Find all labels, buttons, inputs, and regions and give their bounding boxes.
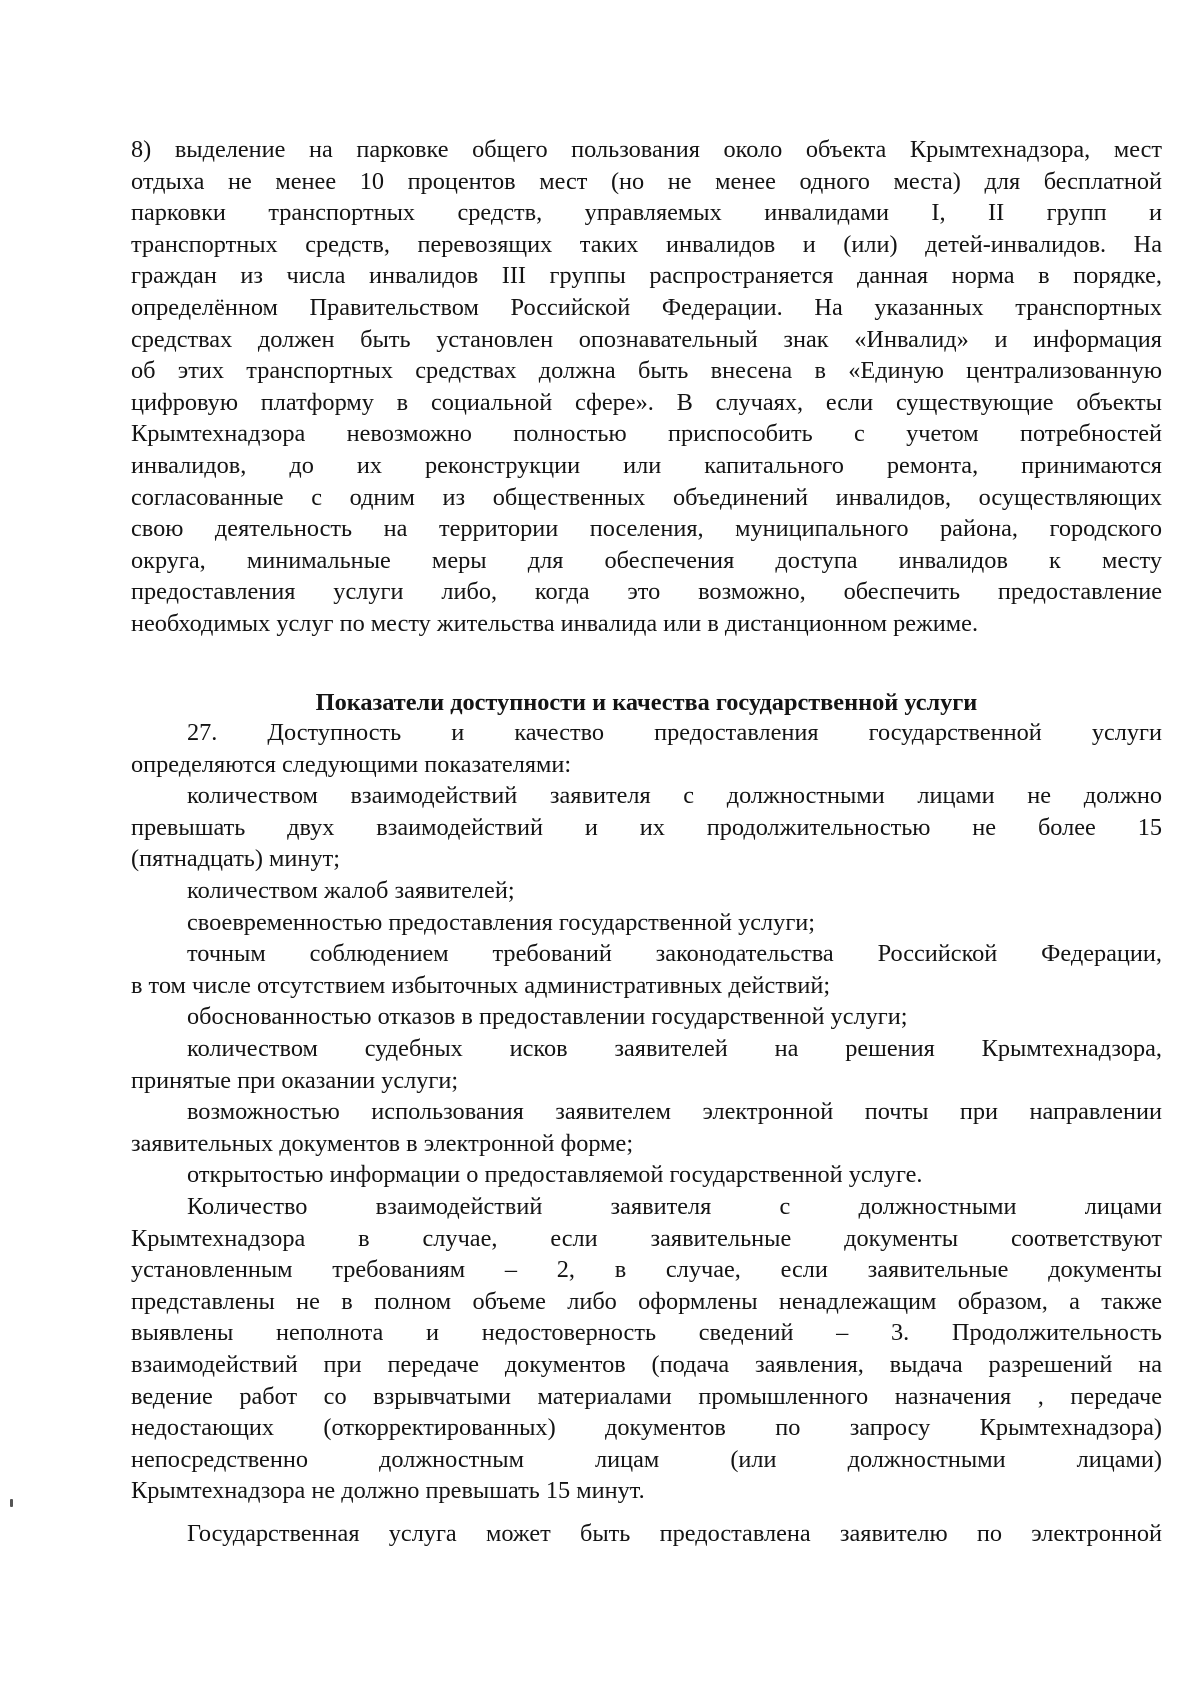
indicator-line: в том числе отсутствием избыточных административных действий; — [131, 971, 831, 999]
text-line: необходимых услуг по месту жительства инвалида или в дистанционном режиме. — [131, 609, 979, 637]
indicator-line: заявительных документов в электронной форме; — [131, 1129, 634, 1157]
section-27-intro-line: 27. Доступность и качество предоставления государственной услуги — [187, 719, 1162, 746]
text-line: 8) выделение на парковке общего пользования около объекта Крымтехнадзора, мест — [131, 136, 1162, 163]
text-line: цифровую платформу в социальной сфере». В случаях, если существующие объекты — [131, 388, 1162, 416]
text-line: ведение работ со взрывчатыми материалами промышленного назначения , передаче — [131, 1382, 1162, 1410]
text-line: представлены не в полном объеме либо оформлены ненадлежащим образом, а также — [131, 1287, 1162, 1315]
text-line: свою деятельность на территории поселения, муниципального района, городского — [131, 515, 1162, 543]
indicator-line: точным соблюдением требований законодательства Российской Федерации, — [187, 940, 1162, 968]
section-27 — [131, 717, 1162, 1191]
scan-speck — [10, 1499, 13, 1507]
paragraph-final — [131, 1518, 1162, 1550]
text-line: Крымтехнадзора в случае, если заявительные документы соответствуют — [131, 1224, 1162, 1252]
text-line: предоставления услуги либо, когда это возможно, обеспечить предоставление — [131, 578, 1162, 606]
text-line: выявлены неполнота и недостоверность сведений – 3. Продолжительность — [131, 1319, 1162, 1347]
indicator-line: возможностью использования заявителем электронной почты при направлении — [187, 1098, 1162, 1126]
text-line: установленным требованиям – 2, в случае, если заявительные документы — [131, 1256, 1162, 1284]
text-line: Крымтехнадзора невозможно полностью приспособить с учетом потребностей — [131, 420, 1162, 448]
indicator-line: количеством жалоб заявителей; — [187, 876, 515, 904]
text-line: парковки транспортных средств, управляемых инвалидами I, II групп и — [131, 199, 1162, 227]
text-line: граждан из числа инвалидов III группы распространяется данная норма в порядке, — [131, 262, 1162, 290]
indicator-line: принятые при оказании услуги; — [131, 1066, 459, 1094]
text-line: определённом Правительством Российской Федерации. На указанных транспортных — [131, 293, 1162, 321]
text-line: недостающих (откорректированных) документов по запросу Крымтехнадзора) — [131, 1414, 1162, 1442]
indicator-line: (пятнадцать) минут; — [131, 845, 340, 873]
text-line: инвалидов, до их реконструкции или капитального ремонта, принимаются — [131, 451, 1162, 479]
text-line: отдыха не менее 10 процентов мест (но не менее одного места) для бесплатной — [131, 167, 1162, 195]
indicator-line: количеством взаимодействий заявителя с должностными лицами не должно — [187, 782, 1162, 810]
text-line: Количество взаимодействий заявителя с должностными лицами — [187, 1193, 1162, 1220]
indicator-line: превышать двух взаимодействий и их продолжительностью не более 15 — [131, 813, 1162, 841]
section-27-intro-line: определяются следующими показателями: — [131, 750, 572, 778]
text-line: взаимодействий при передаче документов (подача заявления, выдача разрешений на — [131, 1350, 1162, 1378]
text-line: Государственная услуга может быть предоставлена заявителю по электронной — [187, 1520, 1162, 1547]
paragraph-interactions — [131, 1191, 1162, 1507]
indicator-line: количеством судебных исков заявителей на решения Крымтехнадзора, — [187, 1034, 1162, 1062]
section-heading: Показатели доступности и качества государственной услуги — [315, 689, 978, 716]
text-line: транспортных средств, перевозящих таких инвалидов и (или) детей-инвалидов. На — [131, 230, 1162, 258]
text-line: согласованные с одним из общественных объединений инвалидов, осуществляющих — [131, 483, 1162, 511]
text-line: об этих транспортных средствах должна быть внесена в «Единую централизованную — [131, 357, 1162, 385]
indicator-line: своевременностью предоставления государственной услуги; — [187, 908, 816, 936]
text-line: средствах должен быть установлен опознавательный знак «Инвалид» и информация — [131, 325, 1162, 353]
indicator-line: обоснованностью отказов в предоставлении государственной услуги; — [187, 1003, 908, 1031]
text-line: округа, минимальные меры для обеспечения доступа инвалидов к месту — [131, 546, 1162, 574]
text-line: непосредственно должностным лицам (или должностными лицами) — [131, 1445, 1162, 1473]
paragraph-item-8 — [131, 134, 1162, 640]
indicator-line: открытостью информации о предоставляемой государственной услуге. — [187, 1161, 923, 1189]
text-line: Крымтехнадзора не должно превышать 15 минут. — [131, 1477, 645, 1505]
